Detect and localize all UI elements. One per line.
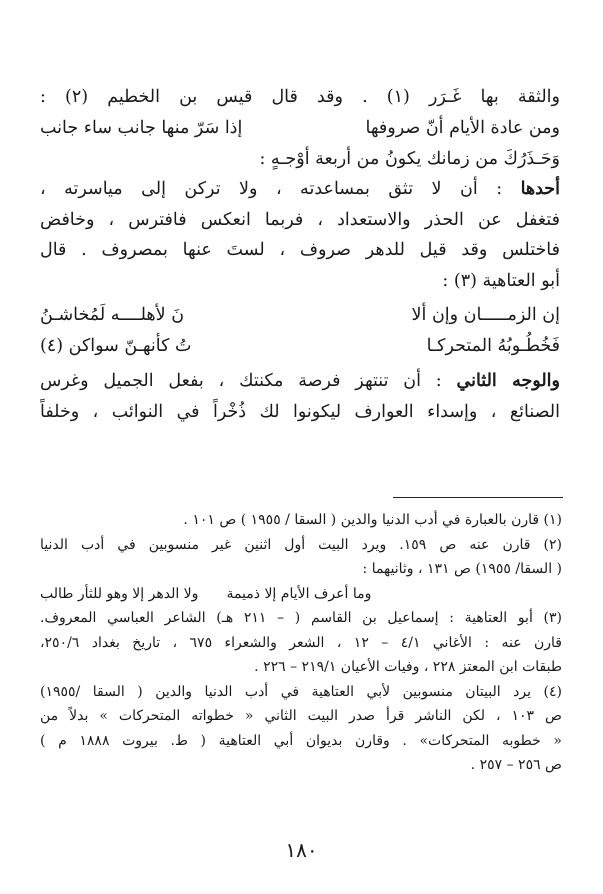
text-line: الصنائع ، وإسداء العوارف ليكونوا لك ذُخْراً في النوائب ، وخلفاً	[40, 401, 560, 422]
text-line: فاختلس وقد قيل للدهر صروف ، لستَ عنها بمصروف . قال	[40, 240, 560, 260]
heading-second: والوجه الثاني	[456, 371, 560, 391]
heading-first: أحدها	[520, 179, 560, 199]
verse-hemistich-left: إذا سَرّ منها جانب ساء جانب	[40, 117, 243, 138]
verse-hemistich-left: نَ لأهلــــه لَمُخاشـنُ	[40, 305, 185, 325]
footnote-line: (١) قارن بالعبارة في أدب الدنيا والدين ( السقا / ١٩٥٥ ) ص ١٠١ .	[183, 512, 562, 528]
footnote-line: ص ٢٥٦ – ٢٥٧ .	[470, 757, 562, 773]
text-line: والثقة بها غَـرَر (١) . وقد قال قيس بن الخطيم (٢) :	[40, 87, 560, 107]
text-line: وَحَـذَرُكَ من زمانك يكونُ من أربعة أوْجـهٍ :	[259, 148, 560, 169]
text-line: فتغفل عن الحذر والاستعداد ، فربما انعكس فافترس ، وخافض	[40, 209, 560, 230]
verse-line	[40, 113, 560, 144]
footnote-divider	[393, 497, 563, 498]
verse-hemistich-left: ولا الدهر إلا وهو للثأر طالب	[40, 585, 199, 602]
page-number: ١٨٠	[285, 838, 318, 862]
footnote-line: (٢) قارن عنه ص ١٥٩. ويرد البيت أول اثنين غير منسوبين في أدب الدنيا	[40, 536, 562, 553]
footnote-line: قارن عنه : الأغاني ٤/١ – ١٢ ، الشعر والشعراء ٦٧٥ ، تاريخ بغداد ٢٥٠/٦،	[40, 634, 562, 651]
text-line	[40, 366, 560, 397]
text-line-rest: : أن لا تثق بمساعدته ، ولا تركن إلى مياسرته ،	[40, 179, 521, 199]
verse-hemistich-right: وما أعرف الأيام إلا ذميمة	[226, 585, 372, 602]
verse-hemistich-left: تُ كأنهـنّ سواكن (٤)	[40, 336, 192, 356]
verse-hemistich-right: إن الزمـــــان وإن ألا	[411, 305, 560, 325]
verse-hemistich-right: ومن عادة الأيام أنّ صروفها	[365, 117, 560, 138]
footnote-line: (٣) أبو العتاهية : إسماعيل بن القاسم ( – ٢١١ هـ) الشاعر العباسي المعروف.	[40, 610, 562, 626]
footnote-line: طبقات ابن المعتز ٢٢٨ ، وفيات الأعيان ٢١٩/١ – ٢٢٦ .	[254, 659, 562, 675]
verse-line	[40, 331, 560, 362]
footnote-verse	[40, 582, 562, 607]
text-line: أبو العتاهية (٣) :	[442, 270, 560, 291]
text-line	[40, 174, 560, 205]
verse-hemistich-right: فَخُطُـوبُهُ المتحركـا	[426, 336, 560, 356]
footnote-line: (٤) يرد البيتان منسوبين لأبي العتاهية في أدب الدنيا والدين ( السقا /١٩٥٥)	[40, 683, 562, 700]
footnotes	[40, 508, 562, 778]
footnote-line: « خطوبه المتحركات» . وقارن بديوان أبي العتاهية ( ط. بيروت ١٨٨٨ م )	[40, 732, 562, 749]
verse-line	[40, 300, 560, 331]
footnote-line: ص ١٠٣ ، لكن الناشر قرأ صدر البيت الثاني « خطواته المتحركات » بدلاً من	[40, 708, 562, 724]
footnote-line: ( السقا/ ١٩٥٥) ص ١٣١ ، وثانيهما :	[362, 561, 562, 577]
main-text	[40, 82, 560, 427]
text-line-rest: : أن تنتهز فرصة مكنتك ، بفعل الجميل وغرس	[40, 371, 457, 391]
